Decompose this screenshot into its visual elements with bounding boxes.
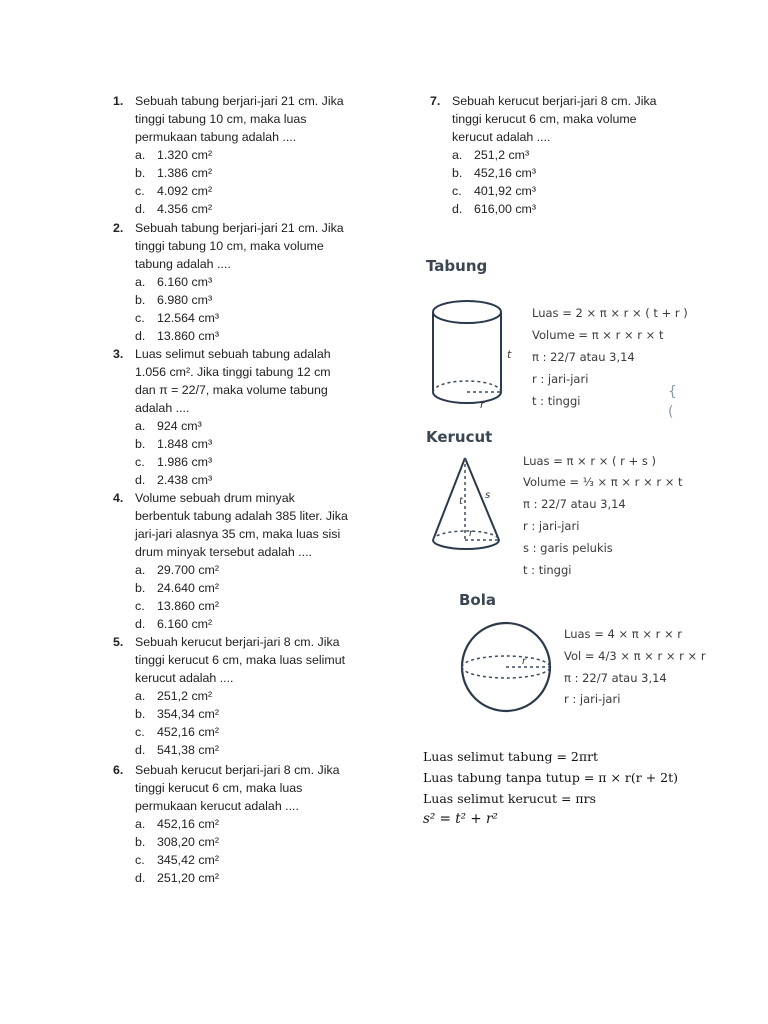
question-number: 1. xyxy=(113,94,124,108)
question-4 xyxy=(113,489,413,633)
tabung-title: Tabung xyxy=(426,257,488,275)
kerucut-formula-2: Volume = ⅓ × π × r × r × t xyxy=(523,475,683,489)
label-s: s xyxy=(485,490,491,501)
option-d: d. 4.356 cm² xyxy=(135,202,213,216)
label-t: t xyxy=(459,496,463,507)
option-a: a. 251,2 cm² xyxy=(135,689,213,703)
sphere-diagram xyxy=(460,620,560,720)
label-t: t xyxy=(507,348,512,361)
bola-formula-2: Vol = 4/3 × π × r × r × r xyxy=(564,649,706,663)
option-b: b. 6.980 cm³ xyxy=(135,293,213,307)
option-a: a. 251,2 cm³ xyxy=(452,148,530,162)
kerucut-formula-6: t : tinggi xyxy=(523,563,572,577)
question-6 xyxy=(113,761,403,887)
question-1 xyxy=(113,92,403,218)
option-d: d. 13.860 cm³ xyxy=(135,329,219,343)
option-c: c. 13.860 cm² xyxy=(135,599,219,613)
question-stem: Volume sebuah drum minyak berbentuk tabung adalah 385 liter. Jika jari-jari alasnya 35 cm, maka luas sisi drum minyak tersebut adalah .... xyxy=(135,491,348,559)
option-d: d. 251,20 cm² xyxy=(135,871,219,885)
bola-formula-4: r : jari-jari xyxy=(564,692,621,706)
question-3 xyxy=(113,345,403,489)
brace-mark: ( xyxy=(668,404,674,420)
question-2 xyxy=(113,219,403,345)
option-d: d. 2.438 cm³ xyxy=(135,473,213,487)
question-7 xyxy=(430,92,720,218)
option-c: c. 401,92 cm³ xyxy=(452,184,536,198)
option-b: b. 24.640 cm² xyxy=(135,581,219,595)
formula-luas-tabung-tanpa-tutup: Luas tabung tanpa tutup = π × r(r + 2t) xyxy=(423,770,679,785)
tabung-formula-3: π : 22/7 atau 3,14 xyxy=(532,350,635,364)
tabung-formula-5: t : tinggi xyxy=(532,394,581,408)
bola-formula-1: Luas = 4 × π × r × r xyxy=(564,627,683,641)
question-stem: Sebuah kerucut berjari-jari 8 cm. Jika tinggi kerucut 6 cm, maka luas permukaan kerucut adalah .... xyxy=(135,763,340,813)
option-c: c. 4.092 cm² xyxy=(135,184,213,198)
option-b: b. 354,34 cm² xyxy=(135,707,219,721)
label-r: r xyxy=(522,656,527,667)
bola-formula-3: π : 22/7 atau 3,14 xyxy=(564,671,667,685)
question-stem: Luas selimut sebuah tabung adalah 1.056 cm². Jika tinggi tabung 12 cm dan π = 22/7, maka volume tabung adalah .... xyxy=(135,347,331,415)
option-c: c. 12.564 cm³ xyxy=(135,311,219,325)
formula-pythagoras: s² = t² + r² xyxy=(423,811,498,827)
option-b: b. 308,20 cm² xyxy=(135,835,219,849)
option-b: b. 452,16 cm³ xyxy=(452,166,536,180)
question-number: 7. xyxy=(430,94,441,108)
question-stem: Sebuah kerucut berjari-jari 8 cm. Jika tinggi kerucut 6 cm, maka luas selimut kerucut adalah .... xyxy=(135,635,346,685)
option-a: a. 29.700 cm² xyxy=(135,563,219,577)
formula-luas-selimut-tabung: Luas selimut tabung = 2πrt xyxy=(423,749,599,764)
tabung-formula-2: Volume = π × r × r × t xyxy=(532,328,664,342)
option-a: a. 1.320 cm² xyxy=(135,148,213,162)
question-stem: Sebuah tabung berjari-jari 21 cm. Jika tinggi tabung 10 cm, maka volume tabung adalah .... xyxy=(135,221,344,271)
question-stem: Sebuah tabung berjari-jari 21 cm. Jika tinggi tabung 10 cm, maka luas permukaan tabung adalah .... xyxy=(135,94,344,144)
kerucut-formula-5: s : garis pelukis xyxy=(523,541,613,555)
label-r: r xyxy=(480,398,485,411)
option-a: a. 924 cm³ xyxy=(135,419,202,433)
option-a: a. 452,16 cm² xyxy=(135,817,219,831)
kerucut-title: Kerucut xyxy=(426,428,493,446)
kerucut-formula-1: Luas = π × r × ( r + s ) xyxy=(523,454,656,468)
option-d: d. 541,38 cm² xyxy=(135,743,219,757)
option-d: d. 6.160 cm² xyxy=(135,617,213,631)
label-r: r xyxy=(469,528,474,539)
option-a: a. 6.160 cm³ xyxy=(135,275,213,289)
cylinder-diagram xyxy=(425,292,525,422)
cone-diagram xyxy=(427,452,527,562)
question-5 xyxy=(113,633,403,759)
brace-mark: { xyxy=(668,384,677,400)
option-c: c. 345,42 cm² xyxy=(135,853,219,867)
question-stem: Sebuah kerucut berjari-jari 8 cm. Jika tinggi kerucut 6 cm, maka volume kerucut adalah .... xyxy=(452,94,657,144)
kerucut-formula-3: π : 22/7 atau 3,14 xyxy=(523,497,626,511)
formula-luas-selimut-kerucut: Luas selimut kerucut = πrs xyxy=(423,791,596,806)
kerucut-formula-4: r : jari-jari xyxy=(523,519,580,533)
option-c: c. 452,16 cm² xyxy=(135,725,219,739)
bola-title: Bola xyxy=(459,591,497,609)
option-d: d. 616,00 cm³ xyxy=(452,202,536,216)
question-number: 4. xyxy=(113,491,124,505)
question-number: 3. xyxy=(113,347,124,361)
option-b: b. 1.848 cm³ xyxy=(135,437,213,451)
question-number: 6. xyxy=(113,763,124,777)
question-number: 5. xyxy=(113,635,124,649)
option-c: c. 1.986 cm³ xyxy=(135,455,213,469)
question-number: 2. xyxy=(113,221,124,235)
option-b: b. 1.386 cm² xyxy=(135,166,213,180)
tabung-formula-1: Luas = 2 × π × r × ( t + r ) xyxy=(532,306,688,320)
tabung-formula-4: r : jari-jari xyxy=(532,372,589,386)
